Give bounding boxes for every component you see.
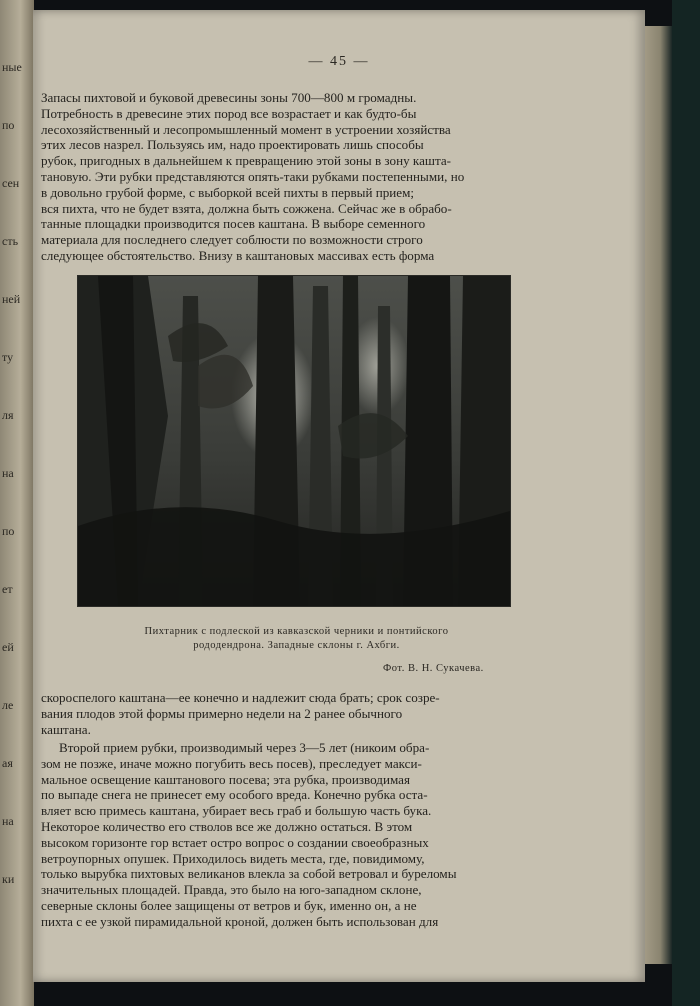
- facing-page-fragment: ет: [2, 582, 13, 596]
- paragraph-top-line: танные площадки производится посев каштана. В выборе семенного: [41, 216, 426, 232]
- caption-line-2: рододендрона. Западные склоны г. Ахбги.: [193, 640, 400, 651]
- facing-page-fragment: ле: [2, 698, 14, 712]
- forest-photograph: [77, 275, 511, 607]
- paragraph-bottom-b: [41, 740, 552, 930]
- forest-illustration: [78, 276, 510, 606]
- paragraph-bottom-a-line: каштана.: [41, 721, 91, 737]
- paragraph-top-line: вся пихта, что не будет взята, должна быть сожжена. Сейчас же в обрабо-: [41, 200, 452, 216]
- paragraph-bottom-b-line: северные склоны более защищены от ветров и бук, именно он, а не: [41, 897, 417, 913]
- paragraph-bottom-a-line: скороспелого каштана—ее конечно и надлежит сюда брать; срок созре-: [41, 690, 440, 705]
- paragraph-bottom-a-line: вания плодов этой формы примерно недели на 2 ранее обычного: [41, 705, 403, 721]
- book-binding: [672, 0, 700, 1006]
- facing-page-fragment: ля: [2, 408, 14, 422]
- paragraph-bottom-b-line: пихта с ее узкой пирамидальной кроной, должен быть использован для: [41, 913, 439, 929]
- paragraph-top-line: рубок, пригодных в дальнейшем к превращению этой зоны в зону кашта-: [41, 153, 452, 169]
- facing-page-fragment: ей: [2, 640, 14, 654]
- paragraph-bottom-b-line: высоком горизонте гор встает остро вопрос о создании своеобразных: [41, 834, 429, 850]
- figure-caption: [41, 625, 552, 653]
- facing-page-fragment: сть: [2, 234, 19, 248]
- paragraph-top-line: Потребность в древесине этих пород все возрастает и как будто-бы: [41, 105, 417, 121]
- facing-page-fragment: на: [2, 814, 14, 828]
- facing-page-fragment: ные: [2, 60, 22, 74]
- paragraph-top-line: лесохозяйственный и лесопромышленный момент в устроении хозяйства: [41, 121, 451, 137]
- paragraph-bottom-b-line: Второй прием рубки, производимый через 3—5 лет (никоим обра-: [59, 740, 430, 755]
- paragraph-top-line: тановую. Эти рубки представляются опять-таки рубками постепенными, но: [41, 168, 465, 184]
- facing-page-fragment: по: [2, 524, 15, 538]
- paragraph-bottom-a: [41, 690, 552, 737]
- facing-page-fragment: на: [2, 466, 14, 480]
- facing-page-fragment: ту: [2, 350, 14, 364]
- facing-page-fragment: ки: [2, 872, 15, 886]
- paragraph-top: [41, 90, 552, 264]
- paragraph-top-line: материала для последнего следует соблюсти по возможности строго: [41, 232, 423, 248]
- paragraph-bottom-b-line: вляет всю примесь каштана, убирает весь граб и большую часть бука.: [41, 803, 432, 819]
- facing-page-fragment: ая: [2, 756, 13, 770]
- facing-page-fragment: ней: [2, 292, 21, 306]
- paragraph-top-line: Запасы пихтовой и буковой древесины зоны 700—800 м громадны.: [41, 90, 417, 105]
- paragraph-bottom-b-line: Некоторое количество его стволов все же должно остаться. В этом: [41, 818, 413, 834]
- paragraph-bottom-b-line: по выпаде снега не принесет ему особого вреда. Конечно рубка оста-: [41, 787, 428, 803]
- paragraph-top-line: в довольно грубой форме, с выборкой всей пихты в первый прием;: [41, 184, 415, 200]
- photo-credit: Фот. В. Н. Сукачева.: [383, 663, 484, 674]
- paragraph-bottom-b-line: мальное освещение каштанового посева; эта рубка, производимая: [41, 771, 410, 787]
- book-page: [33, 10, 645, 982]
- caption-line-1: Пихтарник с подлеской из кавказской черники и понтийского: [144, 626, 449, 637]
- paragraph-bottom-b-line: только вырубка пихтовых великанов влекла за собой ветровал и буреломы: [41, 866, 457, 882]
- facing-page-edge: [0, 0, 34, 1006]
- paragraph-bottom-b-line: ветроупорных опушек. Приходилось видеть места, где, повидимому,: [41, 850, 425, 866]
- paragraph-top-line: этих лесов назрел. Пользуясь им, надо проектировать лишь способы: [41, 137, 424, 153]
- paragraph-top-line: следующее обстоятельство. Внизу в каштановых массивах есть форма: [41, 247, 435, 263]
- facing-page-fragment: по: [2, 118, 15, 132]
- facing-page-fragment: сен: [2, 176, 20, 190]
- page-number: — 45 —: [308, 54, 370, 69]
- paragraph-bottom-b-line: зом не позже, иначе можно погубить весь посев), преследует макси-: [41, 755, 422, 771]
- paragraph-bottom-b-line: значительных площадей. Правда, это было на юго-западном склоне,: [41, 882, 422, 898]
